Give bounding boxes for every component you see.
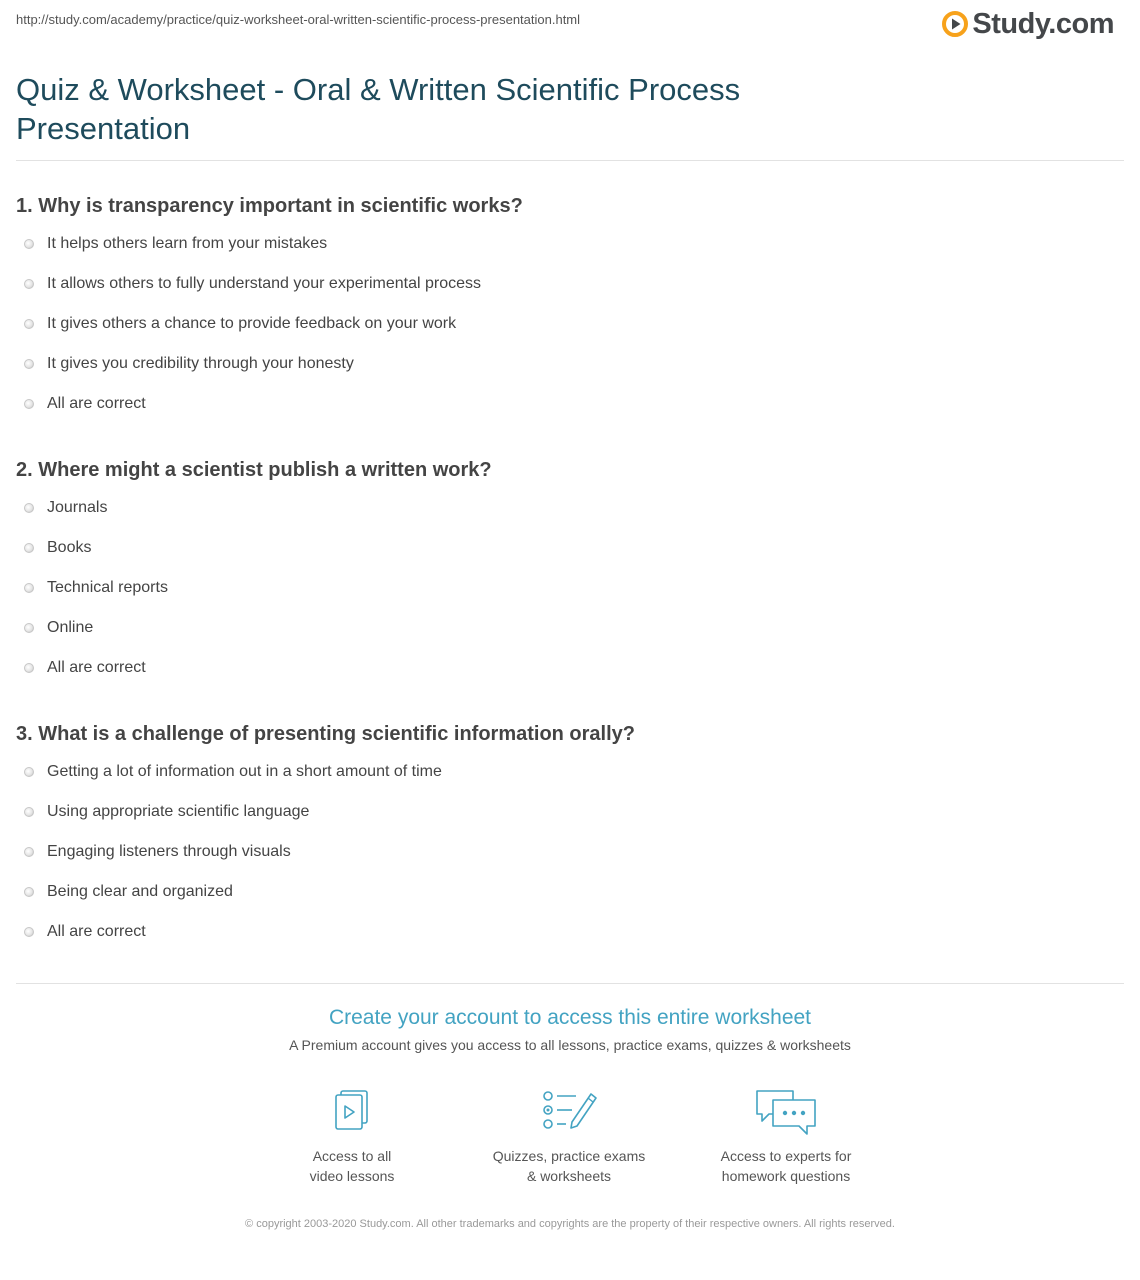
answer-option[interactable] bbox=[16, 657, 1116, 697]
feature-label-line1: Quizzes, practice exams bbox=[492, 1148, 646, 1164]
answer-option[interactable] bbox=[16, 393, 1116, 433]
question-text: 3. What is a challenge of presenting scientific information orally? bbox=[16, 723, 636, 745]
feature-experts bbox=[686, 1088, 886, 1186]
option-label: Being clear and organized bbox=[47, 883, 233, 900]
radio-button-icon[interactable] bbox=[24, 847, 34, 857]
feature-label-line2: homework questions bbox=[721, 1168, 851, 1184]
radio-button-icon[interactable] bbox=[24, 583, 34, 593]
answer-option[interactable] bbox=[16, 801, 1116, 841]
answer-option[interactable] bbox=[16, 921, 1116, 961]
feature-label-line2: video lessons bbox=[309, 1168, 395, 1184]
radio-button-icon[interactable] bbox=[24, 319, 34, 329]
feature-quizzes bbox=[469, 1088, 669, 1186]
feature-video-lessons bbox=[252, 1088, 452, 1186]
question-3 bbox=[16, 722, 1116, 961]
question-text: 1. Why is transparency important in scientific works? bbox=[16, 195, 523, 217]
cta-divider bbox=[16, 983, 1124, 984]
feature-label-line1: Access to all bbox=[312, 1148, 392, 1164]
radio-button-icon[interactable] bbox=[24, 399, 34, 409]
question-1 bbox=[16, 194, 1116, 433]
answer-options bbox=[16, 233, 1116, 433]
answer-options bbox=[16, 497, 1116, 697]
create-account-link[interactable]: Create your account to access this entire worksheet bbox=[328, 1006, 812, 1029]
page-url: http://study.com/academy/practice/quiz-worksheet-oral-written-scientific-process-presentation.html bbox=[16, 12, 581, 27]
radio-button-icon[interactable] bbox=[24, 623, 34, 633]
radio-button-icon[interactable] bbox=[24, 887, 34, 897]
question-2 bbox=[16, 458, 1116, 697]
answer-option[interactable] bbox=[16, 577, 1116, 617]
cta-subheading: A Premium account gives you access to all lessons, practice exams, quizzes & worksheets bbox=[289, 1037, 851, 1053]
option-label: All are correct bbox=[47, 395, 146, 412]
answer-option[interactable] bbox=[16, 313, 1116, 353]
answer-option[interactable] bbox=[16, 273, 1116, 313]
option-label: All are correct bbox=[47, 659, 146, 676]
option-label: Engaging listeners through visuals bbox=[47, 843, 291, 860]
answer-option[interactable] bbox=[16, 841, 1116, 881]
answer-option[interactable] bbox=[16, 353, 1116, 393]
quiz-checklist-icon bbox=[536, 1088, 602, 1138]
option-label: Journals bbox=[47, 499, 108, 516]
radio-button-icon[interactable] bbox=[24, 663, 34, 673]
radio-button-icon[interactable] bbox=[24, 503, 34, 513]
premium-features bbox=[0, 1088, 1140, 1198]
option-label: Getting a lot of information out in a short amount of time bbox=[47, 763, 442, 780]
option-label: It gives others a chance to provide feedback on your work bbox=[47, 315, 457, 332]
video-lessons-icon bbox=[319, 1088, 385, 1138]
option-label: It gives you credibility through your honesty bbox=[47, 355, 354, 372]
study-logo[interactable] bbox=[942, 6, 1114, 42]
radio-button-icon[interactable] bbox=[24, 239, 34, 249]
radio-button-icon[interactable] bbox=[24, 927, 34, 937]
answer-options bbox=[16, 761, 1116, 961]
option-label: Using appropriate scientific language bbox=[47, 803, 310, 820]
option-label: Online bbox=[47, 619, 94, 636]
radio-button-icon[interactable] bbox=[24, 543, 34, 553]
answer-option[interactable] bbox=[16, 497, 1116, 537]
option-label: It allows others to fully understand your experimental process bbox=[47, 275, 481, 292]
radio-button-icon[interactable] bbox=[24, 767, 34, 777]
radio-button-icon[interactable] bbox=[24, 359, 34, 369]
radio-button-icon[interactable] bbox=[24, 807, 34, 817]
page-title: Quiz & Worksheet - Oral & Written Scientific Process Presentation bbox=[16, 72, 741, 146]
feature-label-line2: & worksheets bbox=[526, 1168, 612, 1184]
copyright-notice: © copyright 2003-2020 Study.com. All other trademarks and copyrights are the property of their respective owners. All rights reserved. bbox=[245, 1218, 895, 1230]
option-label: It helps others learn from your mistakes bbox=[47, 235, 328, 252]
option-label: Technical reports bbox=[47, 579, 168, 596]
option-label: Books bbox=[47, 539, 92, 556]
radio-button-icon[interactable] bbox=[24, 279, 34, 289]
answer-option[interactable] bbox=[16, 881, 1116, 921]
answer-option[interactable] bbox=[16, 617, 1116, 657]
answer-option[interactable] bbox=[16, 761, 1116, 801]
logo-text: Study.com bbox=[972, 7, 1114, 40]
play-logo-icon bbox=[942, 11, 968, 37]
chat-bubbles-icon bbox=[753, 1088, 819, 1138]
title-divider bbox=[16, 160, 1124, 161]
answer-option[interactable] bbox=[16, 233, 1116, 273]
question-text: 2. Where might a scientist publish a written work? bbox=[16, 459, 492, 481]
answer-option[interactable] bbox=[16, 537, 1116, 577]
feature-label-line1: Access to experts for bbox=[720, 1148, 852, 1164]
page-header bbox=[16, 0, 1124, 48]
option-label: All are correct bbox=[47, 923, 146, 940]
